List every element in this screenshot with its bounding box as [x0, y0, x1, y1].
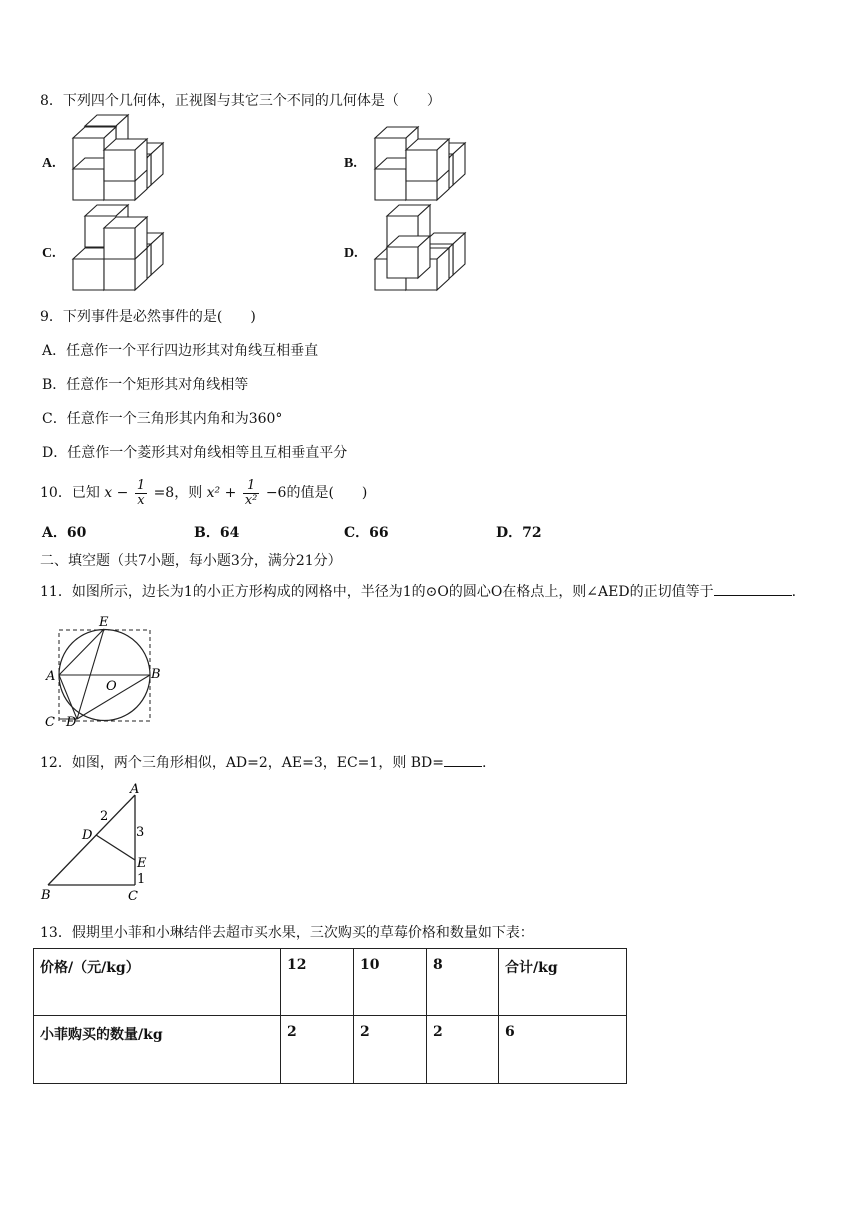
- table-cell: 12: [281, 949, 354, 1016]
- table-cell: 6: [499, 1016, 627, 1084]
- q11-stem-end: .: [791, 584, 797, 600]
- q10-x-squared: x²: [206, 485, 221, 501]
- q10-fraction-1-denominator: x: [137, 492, 145, 508]
- q10-prefix: 10．已知: [40, 485, 100, 501]
- q10-fraction-1-numerator: 1: [136, 477, 146, 493]
- cube-face: [73, 259, 104, 290]
- q11-stem: [40, 581, 796, 601]
- q10-x: x: [104, 485, 113, 501]
- q10-fraction-2-denominator: x²: [244, 492, 258, 508]
- q9-stem: 9．下列事件是必然事件的是( ): [40, 309, 256, 325]
- q13-stem: 13．假期里小菲和小琳结伴去超市买水果，三次购买的草莓价格和数量如下表：: [40, 925, 534, 941]
- q11-label-e: E: [99, 615, 109, 630]
- q12-label-a: A: [130, 782, 140, 797]
- q11-label-d: D: [66, 715, 77, 730]
- q12-figure: [40, 783, 160, 903]
- q8-stem: 8．下列四个几何体，正视图与其它三个不同的几何体是（ ）: [40, 93, 441, 109]
- q11-line-ad: [59, 675, 77, 719]
- q12-length-ae: 3: [136, 825, 145, 840]
- q10-minus: −: [116, 485, 129, 501]
- q8-figure-a: [68, 118, 168, 208]
- q12-segment-de: [96, 835, 135, 860]
- q8-figure-b: [370, 118, 470, 208]
- table-cell: 8: [427, 949, 499, 1016]
- q12-answer-blank: [444, 752, 482, 767]
- q9-option-a: A．任意作一个平行四边形其对角线互相垂直: [42, 343, 319, 359]
- cube-face: [104, 259, 135, 290]
- q11-label-b: B: [151, 667, 161, 682]
- table-row: [34, 1016, 627, 1084]
- q12-stem-end: .: [482, 755, 487, 771]
- q11-stem-text: 11．如图所示，边长为1的小正方形构成的网格中，半径为1的⊙O的圆心O在格点上，则∠AED的正切值等于: [40, 584, 714, 600]
- q11-answer-blank: [714, 581, 792, 596]
- cube-face: [73, 169, 104, 200]
- q10-plus: +: [224, 485, 237, 501]
- table-cell: 合计/kg: [499, 949, 627, 1016]
- q11-label-a: A: [46, 669, 56, 684]
- q13-table: [33, 948, 627, 1084]
- q11-label-o: O: [106, 679, 117, 694]
- q11-label-c: C: [45, 715, 55, 730]
- table-cell: 2: [281, 1016, 354, 1084]
- cube-face: [406, 150, 437, 181]
- cube-face: [104, 228, 135, 259]
- q10-option-c: C．66: [344, 525, 389, 541]
- q8-option-b-label: B.: [344, 156, 357, 171]
- q10-fraction-2-numerator: 1: [243, 479, 260, 494]
- q9-option-b: B．任意作一个矩形其对角线相等: [42, 377, 249, 393]
- table-row: [34, 949, 627, 1016]
- q11-figure: [44, 615, 164, 730]
- q12-label-b: B: [41, 888, 51, 903]
- table-cell: 2: [354, 1016, 427, 1084]
- q12-stem: [40, 752, 486, 772]
- cube-face: [375, 169, 406, 200]
- section-heading: 二、填空题（共7小题，每小题3分，满分21分）: [40, 553, 342, 569]
- q12-label-e: E: [137, 856, 147, 871]
- q10-option-d: D．72: [496, 525, 542, 541]
- q10-option-b: B．64: [194, 525, 240, 541]
- q8-option-a-label: A.: [42, 156, 56, 171]
- q10-stem: [40, 476, 367, 510]
- q12-label-d: D: [82, 828, 93, 843]
- q12-stem-text: 12．如图，两个三角形相似，AD=2，AE=3，EC=1，则 BD=: [40, 755, 445, 771]
- q10-fraction-1: [135, 479, 147, 508]
- q10-equals: =8，则: [153, 485, 203, 501]
- table-cell: 2: [427, 1016, 499, 1084]
- table-cell: 10: [354, 949, 427, 1016]
- q12-length-ad: 2: [100, 809, 109, 824]
- cube-face: [104, 150, 135, 181]
- q10-fraction-2: [243, 479, 260, 508]
- table-cell: 价格/（元/kg）: [34, 949, 281, 1016]
- cube-face: [387, 247, 418, 278]
- q8-option-d-label: D.: [344, 246, 358, 261]
- q8-figure-c: [68, 208, 168, 298]
- q10-option-a: A．60: [42, 525, 87, 541]
- q12-length-ec: 1: [137, 872, 146, 887]
- q12-label-c: C: [128, 889, 138, 904]
- table-cell: 小菲购买的数量/kg: [34, 1016, 281, 1084]
- q9-option-c: C．任意作一个三角形其内角和为360°: [42, 411, 283, 427]
- q9-option-d: D．任意作一个菱形其对角线相等且互相垂直平分: [42, 445, 348, 461]
- q8-figure-d: [370, 208, 470, 298]
- q10-suffix: −6的值是( ): [265, 485, 368, 501]
- q8-option-c-label: C.: [42, 246, 56, 261]
